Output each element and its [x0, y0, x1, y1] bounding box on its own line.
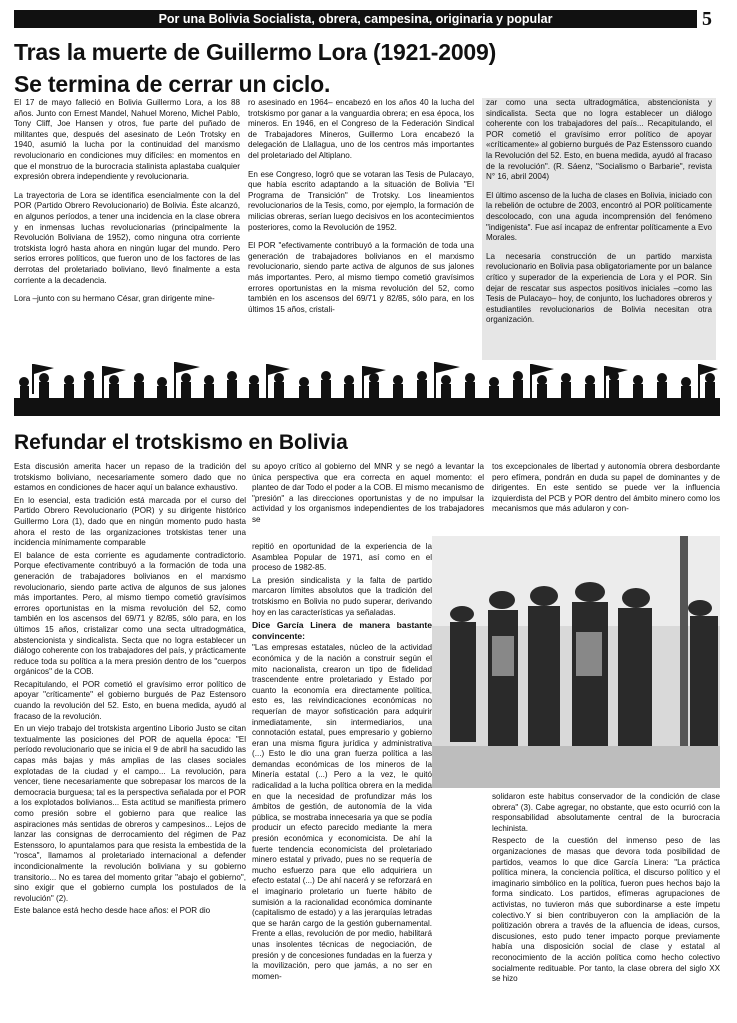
article-subtitle: Se termina de cerrar un ciclo.	[14, 71, 331, 97]
paragraph: La presión sindicalista y la falta de partido marcaron límites absolutos que la tradición del trotskismo en Bolivia no pudo superar, derivando hoy en las características ya señaladas.	[252, 575, 432, 617]
paragraph: zar como una secta ultradogmática, abstencionista y sindicalista. Secta que no logra establecer un diálogo coherente con los trabajadores del país... Recapitulando, el POR cometió el gravísimo error político de apoyar «críticamente» al gobierno burgués de Paz Estenssoro cuando la Revolución del 52. Esto, en buena medida, ayudó al fracaso de la revolución". (R. Sáenz, "Socialismo o Barbarie", revista N° 16, abril 2004)	[486, 98, 712, 182]
article1-column-3	[482, 98, 716, 360]
article-title: Tras la muerte de Guillermo Lora (1921-2009)	[14, 39, 497, 65]
paragraph: repitió en oportunidad de la experiencia de la Asamblea Popular de 1971, así como en el proceso de 1982-85.	[252, 542, 432, 573]
article2-column-1	[14, 462, 246, 1018]
article2-column-3-top	[492, 462, 720, 532]
paragraph: La trayectoria de Lora se identifica esencialmente con la del POR (Partido Obrero Revolucionario) de Bolivia. Éste alcanzó, en algunos períodos, a tener una incidencia en la clase obrera y en inmensas luchas revolucionarias (principalmente la Revolución Boliviana de 1952), como ninguna otra corriente trotskista logró hasta ahora en ningún lugar del mundo. Pero serios errores políticos, que fueron uno de los factores de las derrotas del proletariado boliviano, llevó finalmente a esta corriente a la decadencia.	[14, 190, 240, 285]
paragraph: Respecto de la cuestión del inmenso peso de las organizaciones de masas que devora toda posibilidad de partidos, veamos lo que dice García Linera: "La práctica política minera, la conciencia política, el discurso político y el imaginario simbólico en la política, fueron pues hechos bajo la forma sindicato. Los partidos, efímeras agrupaciones de activistas, no tuvieron más que subordinarse a este ímpetu colectivo.Y si bien contribuyeron con la ampliación de la politización obrera a través de la afluencia de ideas, cursos, discusiones, esto pudo tener impacto porque previamente había una disposición social de clase y estatal al reconocimiento de la acción política como hecho colectivo socialmente redituable. Por tanto, la clase obrera del siglo XX se hizo	[492, 836, 720, 984]
paragraph: Esta discusión amerita hacer un repaso de la tradición del trotskismo boliviano, necesariamente somero dado que no estamos en condiciones de hacer aquí un balance exhaustivo.	[14, 462, 246, 493]
paragraph: El balance de esta corriente es agudamente contradictorio. Porque efectivamente contribuyó a la formación de toda una generación de trabajadores bolivianos en el marxismo revolucionario, siendo parte activa de algunos de sus jalones más importantes. Pero, al mismo tiempo cometió gravísimos errores oportunistas en la misma revolución del 52, como también en los ascensos del 69/71 y 82/85, sólo para, en los últimos 15 años, cristalizar como una secta ultradogmática, abstencionista y sindicalista. Secta que no logra establecer un diálogo coherente con los trabajadores del país, y prácticamente reduce toda su política a la mera presión dentro de los "cuerpos orgánicos" de la COB.	[14, 550, 246, 677]
paragraph: El 17 de mayo falleció en Bolivia Guillermo Lora, a los 88 años. Junto con Ernest Mandel, Nahuel Moreno, Michel Pablo, Tony Cliff, Joe Hansen y otros, fue parte del puñado de militantes que, después del asesinato de León Trotsky en 1940, asumió la lucha por la continuidad del marxismo revolucionario en condiciones muy difíciles: en momentos en que el monstruo de la burocracia stalinista aplastaba cualquier expresión obrera independiente y revolucionaria.	[14, 98, 240, 182]
paragraph: Este balance está hecho desde hace años: el POR dio	[14, 906, 211, 916]
paragraph: La necesaria construcción de un partido marxista revolucionario en Bolivia pasa obligatoriamente por un balance crítico y superador de la experiencia de Lora y el POR. Sin dejar de rescatar sus aspectos positivos iniciales –como las Tesis de Pulacayo– hoy, de conjunto, los luchadores obreros y estudiantiles revolucionarios de Bolivia necesitan otra organización.	[486, 251, 712, 325]
paragraph: solidaron este habitus conservador de la condición de clase obrera" (3). Cabe agregar, no obstante, que esto ocurrió con la responsabilidad absolutamente central de la burocracia lechinista.	[492, 792, 720, 833]
paragraph: El POR "efectivamente contribuyó a la formación de toda una generación de trabajadores bolivianos en el marxismo revolucionario, siendo parte activa de algunos de sus jalones más importantes. Pero, al mismo tiempo cometió gravísimos errores oportunistas en la misma revolución del 52, como también en los ascensos del 69/71 y 82/85, sólo para, en los últimos 15 años, cristali-	[248, 241, 474, 314]
paragraph: tos excepcionales de libertad y autonomía obrera desbordante pero efímera, pondrán en duda su papel de dominantes y de dirigentes. En este sentido se puede ver la influencia izquierdista del PCB y POR dentro del ámbito minero como los mecanismos que más adularon y con-	[492, 462, 720, 514]
paragraph: El último ascenso de la lucha de clases en Bolivia, iniciado con la rebelión de octubre de 2003, encontró al POR políticamente descolocado, con una aguda incomprensión del fenómeno "indigenista". Fue así incapaz de enfrentar políticamente a Evo Morales.	[486, 190, 712, 243]
marching-crowd-silhouette	[14, 360, 720, 420]
paragraph: En un viejo trabajo del trotskista argentino Liborio Justo se citan textualmente las posiciones del POR de aquella época: "El período revolucionario que se inicia el 9 de abril ha sacudido las capas más bajas y más amplias de las clases sociales explotadas de la ciudad y el campo... La revolución, para vencer, tiene necesariamente que sobrepasar los marcos de la democracia burguesa; tal es la perspectiva señalada por el POR a los explotados bolivianos... Esta actitud se manifiesta primero como presión sobre el gobierno para que realice las aspiraciones más sentidas de obreros y campesinos... Lejos de lanzar las consignas de derrocamiento del régimen de Paz Estenssoro, lo apuntalamos para que resista la embestida de la "rosca", llamamos al proletariado internacional a defender incondicionalmente la revolución boliviana y su gobierno transitorio... No es tarea del momento gritar "abajo el gobierno", sino exigir que el gobierno cumpla los postulados de la revolución" (2).	[14, 724, 246, 903]
page-number: 5	[702, 8, 712, 30]
article2-column-2-top	[252, 462, 484, 542]
paragraph: ro asesinado en 1964– encabezó en los años 40 la lucha del trotskismo por ganar a la vanguardia obrera; en esa época, los mineros. En 1946, en el Congreso de la Federación Sindical de Trabajadores Mineros, Guillermo Lora encabezó la delegación de Llallagua, uno de los centros más importantes del proletariado del Altiplano.	[248, 98, 474, 160]
paragraph: su apoyo crítico al gobierno del MNR y se negó a levantar la única perspectiva que era correcta en aquel momento: el planteo de dar Todo el poder a la COB. El mismo mecanismo de "presión" a las direcciones oportunistas y de no impulsar la actividad y los organismos independientes de los trabajadores se	[252, 462, 484, 524]
paragraph-lead: Dice García Linera de manera bastante convincente:	[252, 620, 432, 641]
section-banner: Por una Bolivia Socialista, obrera, campesina, originaria y popular	[14, 10, 697, 28]
article2-title: Refundar el trotskismo en Bolivia	[14, 431, 348, 454]
paragraph: Recapitulando, el POR cometió el gravísimo error político de apoyar "críticamente" el gobierno burgués de Paz Estensoro cuando la revolución del 52. Esto, en buena medida, ayudó al fracaso de la revolución.	[14, 679, 246, 721]
miners-photo	[432, 536, 720, 788]
article2-column-2	[252, 542, 432, 1016]
article1-column-1	[14, 98, 240, 360]
paragraph: En lo esencial, esta tradición está marcada por el curso del Partido Obrero Revolucionario (POR) y su dirigente histórico Guillermo Lora (1), dado que en ningún momento pudo hasta ahora el resto de las organizaciones trotskistas tener una incidencia mínimamente comparable	[14, 495, 246, 548]
article2-column-3	[492, 792, 720, 1018]
paragraph: Lora –junto con su hermano César, gran dirigente mine-	[14, 294, 215, 304]
article1-columns	[14, 98, 716, 360]
paragraph: En ese Congreso, logró que se votaran las Tesis de Pulacayo, que había escrito adaptando a la situación de Bolivia "El Programa de Transición" de Trotsky. Los lineamientos revolucionarios de la Tesis, como, por ejemplo, la formación de milicias obreras, serían luego decisivos en los acontecimientos posteriores, como la Revolución de 1952.	[248, 169, 474, 232]
paragraph: "Las empresas estatales, núcleo de la actividad económica y de la nación a construir según el mito nacionalista, crearon un tipo de fidelidad trascendente entre proletariado y Estado por cuanto la economía era directamente política, esto es, las reivindicaciones económicas no requerían de mayor sofisticación para adquirir inmediatamente, sin intermediarios, una connotación estatal, pues empresario y gobierno eran una misma figura jurídica y administrativa (...) Esto le dio una gran fuerza política a las demandas económicas de los mineros de la Minería estatal (...) Pero a la vez, le quitó radicalidad a la lucha política obrera en la medida en que la necesidad de profundizar más los ámbitos de gestión, de autonomía de la vida pública, se mostraba innecesaria ya que se podía producir un efecto parecido mediante la mera presión económica y economicista. De ahí la fuerte tendencia economicista del proletariado minero estatal y privado, pues no se requería de mucho esfuerzo para que ello adquiriera un efecto estatal (...) De ahí nacerá y se reforzará en el imaginario proletario un fuerte hábito de sumisión a la racionalidad económica dominante (capitalismo de estado) y a las jerarquías letradas que se harán cargo de la gestión gubernamental. Frente a ellas, revolución de por medio, habilitará unas insolentes técnicas de negociación, de presión y de concesiones fundadas en la fuerza y la movilización, pero que jamás, a no ser en momen-	[252, 643, 432, 981]
article1-column-2	[248, 98, 474, 360]
